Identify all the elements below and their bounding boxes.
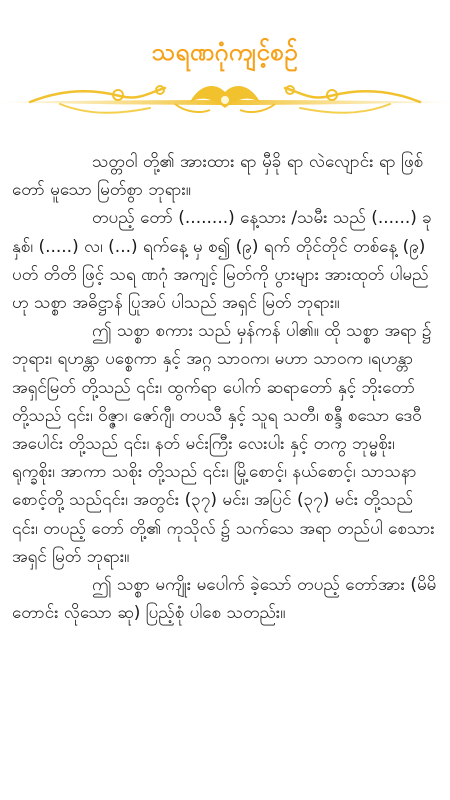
page-title: သရဏဂုံကျင့်စဥ် bbox=[151, 38, 299, 66]
paragraph: တပည့် တော် (........) နေ့သား /သမီး သည် (......) ခုနှစ်၊ (.....) လ၊ (...) ရက်နေ့ မှ စ၍ (၉) ရက် တိုင်တိုင် တစ်နေ့ (၉) ပတ် တိတိ ဖြင့် သရ ဏဂုံ အကျင့် မြတ်ကို ပွားများ အားထုတ် ပါမည် ဟု သစ္စာ အဓိဋ္ဌာန် ပြုအပ် ပါသည် အရှင် မြတ် ဘုရား။ bbox=[12, 208, 432, 314]
paragraph: ဤ သစ္စာ မကျိုး မပေါက် ခဲ့သော် တပည့် တော်အား (မိမိ တောင်း လိုသော ဆု) ပြည့်စုံ ပါစေ သတည်း။ bbox=[12, 575, 437, 624]
prayer-text bbox=[12, 148, 438, 627]
gold-flourish-divider-icon bbox=[0, 78, 450, 122]
paragraph: ဤ သစ္စာ စကား သည် မှန်ကန် ပါ၏။ ထို သစ္စာ အရာ ၌ ဘုရား၊ ရဟန္တာ ပစ္စေကာ နှင့် အဂ္ဂ သာဝက၊ မဟာ သာဝက ၊ရဟန္တာ အရှင်မြတ် တို့သည် ၎င်း၊ ထွက်ရာ ပေါက် ဆရာတော် နှင့် ဘိုးတော် တို့သည် ၎င်း၊ ဝိဇ္ဇာ၊ ဇော်ဂျီ၊ တပသီ နှင့် သူရ သတီ၊ စန္ဒီ စသော ဒေဝီ အပေါင်း တို့သည် ၎င်း၊ နတ် မင်းကြီး လေးပါး နှင့် တကွ ဘုမ္မစိုး၊ ရုက္ခစိုး၊ အာကာ သစိုး တို့သည် ၎င်း၊ မြို့စောင့်၊ နယ်စောင့်၊ သာသနာ စောင့်တို့ သည်၎င်း၊ အတွင်း (၃၇) မင်း၊ အပြင် (၃၇) မင်း တို့သည် ၎င်း၊ တပည့် တော် တို့၏ ကုသိုလ် ၌ သက်သေ အရာ တည်ပါ စေသား အရှင် မြတ် ဘုရား။ bbox=[12, 321, 435, 567]
paragraph: သတ္တဝါ တို့၏ အားထား ရာ မှီခို ရာ လဲလျောင်း ရာ ဖြစ်တော် မူသော မြတ်စွာ ဘုရား။ bbox=[12, 152, 424, 201]
